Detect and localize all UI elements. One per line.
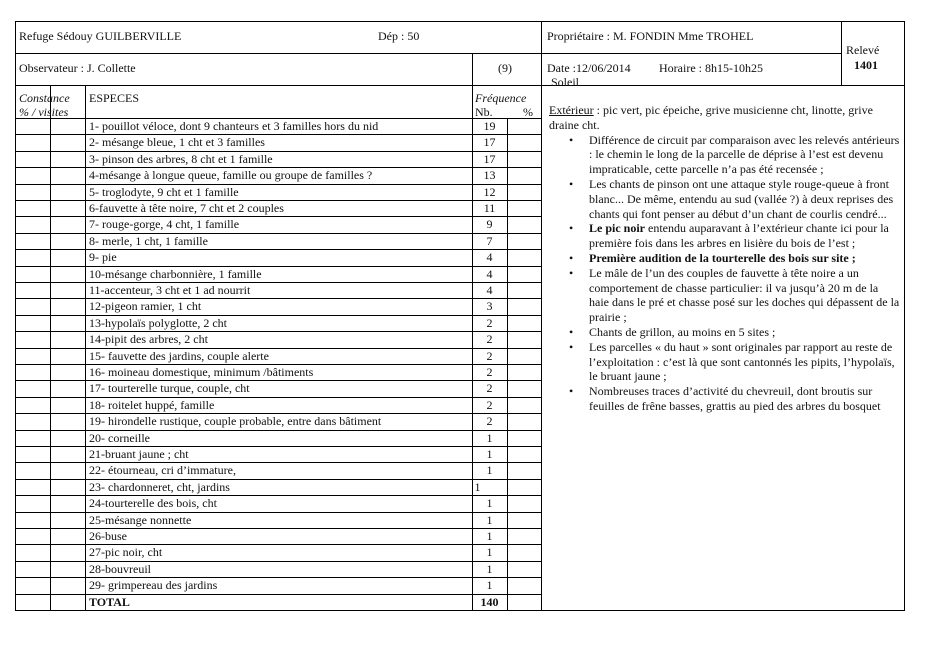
col-visites: % / visites [19,105,69,119]
note-item [549,340,901,384]
observer-count: (9) [498,61,512,75]
species-count: 4 [486,266,493,281]
bullet-icon: • [569,250,574,265]
exterieur-text: : pic vert, pic épeiche, grive musicienne cht, linotte, grive draine cht. [549,103,873,132]
observer-count-divider [472,53,473,85]
species-name: 3- pinson des arbres, 8 cht et 1 famille [89,151,273,166]
species-count: 17 [483,135,496,150]
species-name: 24-tourterelle des bois, cht [89,496,217,511]
table-row [16,380,542,396]
col-pct: % [523,105,533,119]
species-name: 1- pouillot véloce, dont 9 chanteurs et 3 familles hors du nid [89,119,379,133]
table-row [16,298,542,314]
species-name: 18- roitelet huppé, famille [89,397,215,412]
exterieur-label: Extérieur [549,103,594,117]
note-text: Le mâle de l’un des couples de fauvette à tête noire a un comportement de chasse particulier: il va jusqu’à 20 m de la haie dans le pré et chasse posé sur les doches qui dépassent de la prairie ; [589,265,900,325]
table-row [16,512,542,528]
note-item [549,325,901,340]
species-name: 10-mésange charbonnière, 1 famille [89,266,262,281]
bullet-icon: • [569,339,574,354]
table-row [16,561,542,577]
exterieur-paragraph [549,103,901,133]
table-row [16,331,542,347]
species-name: 16- moineau domestique, minimum /bâtiments [89,365,314,379]
species-count: 17 [483,151,496,166]
species-count: 7 [486,233,493,248]
survey-horaire: Horaire : 8h15-10h25 [659,61,763,75]
species-count: 2 [486,365,493,379]
species-count: 11 [483,201,496,215]
table-row [16,446,542,462]
survey-date: Date :12/06/2014 [547,61,631,75]
species-name: 20- corneille [89,430,150,445]
table-row [16,151,542,167]
total-row [16,594,542,610]
species-name: 23- chardonneret, cht, jardins [89,479,230,494]
species-name: 19- hirondelle rustique, couple probable, entre dans bâtiment [89,414,382,429]
table-row [16,266,542,282]
species-count: 1 [486,463,493,478]
note-item [549,266,901,325]
note-text: entendu auparavant à l’extérieur chante ici pour la première fois dans les arbres en lisière du bois de l’est ; [589,221,889,251]
note-text: Les chants de pinson ont une attaque style rouge-queue à front blanc... De même, entendu au sud (vallée ?) à deux reprises des chants qui font penser au début d’un chant de courlis cendré... [589,176,894,221]
species-count: 1 [486,578,493,593]
table-row [16,216,542,232]
releve-number: 1401 [854,58,878,72]
releve-label: Relevé [846,43,880,57]
species-count: 1 [486,496,493,511]
col-especes: ESPECES [89,91,140,105]
note-item [549,177,901,221]
species-count: 4 [486,250,493,265]
header-bottom-line [16,85,904,86]
species-count: 12 [483,184,496,199]
species-name: 15- fauvette des jardins, couple alerte [89,348,269,363]
species-name: 2- mésange bleue, 1 cht et 3 familles [89,135,265,150]
table-row [16,118,542,134]
species-count: 1 [486,447,493,461]
note-bold: Première audition de la tourterelle des bois sur site ; [589,250,856,265]
note-bold: Le pic noir [589,221,645,236]
species-name: 25-mésange nonnette [89,512,192,527]
table-row [16,479,542,495]
table-row [16,167,542,183]
species-count: 1 [486,529,493,543]
table-row [16,430,542,446]
species-name: 21-bruant jaune ; cht [89,447,189,461]
table-row [16,528,542,544]
table-row [16,282,542,298]
note-item [549,251,901,266]
col-frequence: Fréquence [475,91,527,105]
species-count: 2 [486,397,493,412]
table-row [16,544,542,560]
species-name: 17- tourterelle turque, couple, cht [89,381,250,396]
species-name: 27-pic noir, cht [89,545,163,560]
note-text: Chants de grillon, au moins en 5 sites ; [589,324,776,339]
table-row [16,495,542,511]
species-name: 6-fauvette à tête noire, 7 cht et 2 couples [89,201,284,215]
species-name: 4-mésange à longue queue, famille ou groupe de familles ? [89,168,373,183]
note-item [549,384,901,414]
table-row [16,397,542,413]
species-count: 1 [486,430,493,445]
bullet-icon: • [569,265,574,280]
species-name: 22- étourneau, cri d’immature, [89,463,236,478]
species-name: 12-pigeon ramier, 1 cht [89,299,202,314]
releve-divider [841,22,842,85]
species-table-body [16,118,541,610]
note-text: Nombreuses traces d’activité du chevreuil, dont broutis sur feuilles de frêne basses, grattis au pied des arbres du bosquet [589,384,881,413]
proprietaire: Propriétaire : M. FONDIN Mme TROHEL [547,29,754,43]
species-name: 13-hypolaïs polyglotte, 2 cht [89,315,227,330]
species-count: 1 [486,512,493,527]
species-name: 28-bouvreuil [89,561,151,576]
species-name: 9- pie [89,250,117,265]
species-name: 5- troglodyte, 9 cht et 1 famille [89,184,239,199]
species-count: 3 [486,299,493,314]
table-row [16,249,542,265]
species-count: 2 [486,381,493,396]
species-count: 13 [483,168,496,183]
table-row [16,134,542,150]
table-row [16,462,542,478]
notes-list [549,133,901,414]
col-constance: Constance [19,91,70,105]
species-count: 1 [486,561,493,576]
weather: Soleil [551,75,580,89]
species-name: 11-accenteur, 3 cht et 1 ad nourrit [89,283,251,297]
species-count: 1 [486,545,493,560]
note-text: Les parcelles « du haut » sont originales par rapport au reste de l’exploitation : c’est là que sont cantonnés les pipits, l’hypolaïs, le bruant jaune ; [589,339,895,384]
notes-panel [549,103,901,414]
note-item [549,221,901,251]
observateur: Observateur : J. Collette [19,61,136,75]
note-text: Différence de circuit par comparaison avec les relevés antérieurs : le chemin le long de la parcelle de déprise à l’est est devenu impraticable, cette parcelle n’a pas été recensée ; [589,132,900,177]
table-row [16,364,542,380]
bullet-icon: • [569,384,574,399]
departement: Dép : 50 [378,29,420,43]
total-value: 140 [480,594,499,609]
bullet-icon: • [569,221,574,236]
table-row [16,184,542,200]
table-row [16,200,542,216]
table-row [16,348,542,364]
col-nb: Nb. [475,105,493,119]
species-count: 2 [486,332,493,347]
table-row [16,233,542,249]
species-count: 2 [486,414,493,429]
species-name: 26-buse [89,529,127,543]
species-name: 14-pipit des arbres, 2 cht [89,332,208,347]
table-row [16,413,542,429]
bullet-icon: • [569,132,574,147]
species-count: 4 [486,283,493,297]
species-count: 2 [486,348,493,363]
species-count: 19 [483,119,496,133]
species-count: 9 [486,217,493,232]
refuge-name: Refuge Sédouy GUILBERVILLE [19,29,182,43]
species-name: 7- rouge-gorge, 4 cht, 1 famille [89,217,240,232]
note-item [549,133,901,177]
species-name: 8- merle, 1 cht, 1 famille [89,233,208,248]
species-name: 29- grimpereau des jardins [89,578,218,593]
header-divider [16,53,841,54]
species-count: 1 [474,479,481,494]
table-row [16,315,542,331]
table-row [16,577,542,593]
bullet-icon: • [569,176,574,191]
total-label: TOTAL [89,594,130,609]
bullet-icon: • [569,324,574,339]
species-count: 2 [486,315,493,330]
